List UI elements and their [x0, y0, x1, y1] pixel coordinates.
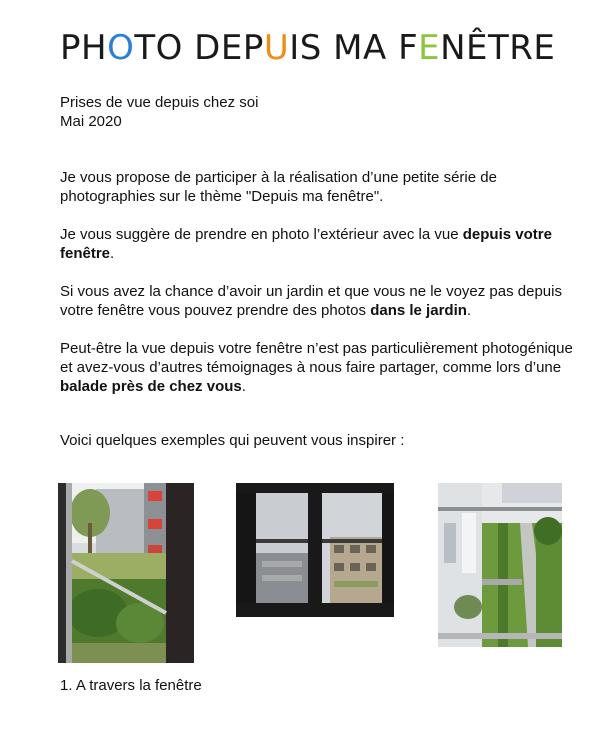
photo-window-garden — [58, 483, 194, 663]
paragraph-4: Peut-être la vue depuis votre fenêtre n’est pas particulièrement photogénique et avez-vous d’autres témoignages à nous faire partager, comme lors d’une balade près de chez vous. — [60, 340, 573, 395]
paragraph-3: Si vous avez la chance d’avoir un jardin et que vous ne le voyez pas depuis votre fenêtre vous pouvez prendre des photos dans le jardin. — [60, 283, 562, 319]
paragraph-1: Je vous propose de participer à la réalisation d’une petite série de photographies sur le thème "Depuis ma fenêtre". — [60, 169, 497, 205]
page-title: PHOTO DEPUIS MA FENÊTRE — [60, 28, 556, 68]
photo-window-garden-image — [58, 483, 194, 663]
intro-text — [60, 168, 588, 415]
subtitle-date: Mai 2020 — [60, 113, 122, 130]
photo-window-buildings — [236, 483, 394, 617]
subtitle — [60, 93, 258, 131]
examples-intro: Voici quelques exemples qui peuvent vous inspirer : — [60, 432, 405, 449]
photo-balcony-garden — [438, 483, 562, 647]
photo-caption: 1. A travers la fenêtre — [60, 677, 202, 694]
subtitle-line: Prises de vue depuis chez soi — [60, 94, 259, 111]
photo-balcony-garden-image — [438, 483, 562, 647]
paragraph-2: Je vous suggère de prendre en photo l’extérieur avec la vue depuis votre fenêtre. — [60, 226, 552, 262]
photo-window-buildings-image — [236, 483, 394, 617]
